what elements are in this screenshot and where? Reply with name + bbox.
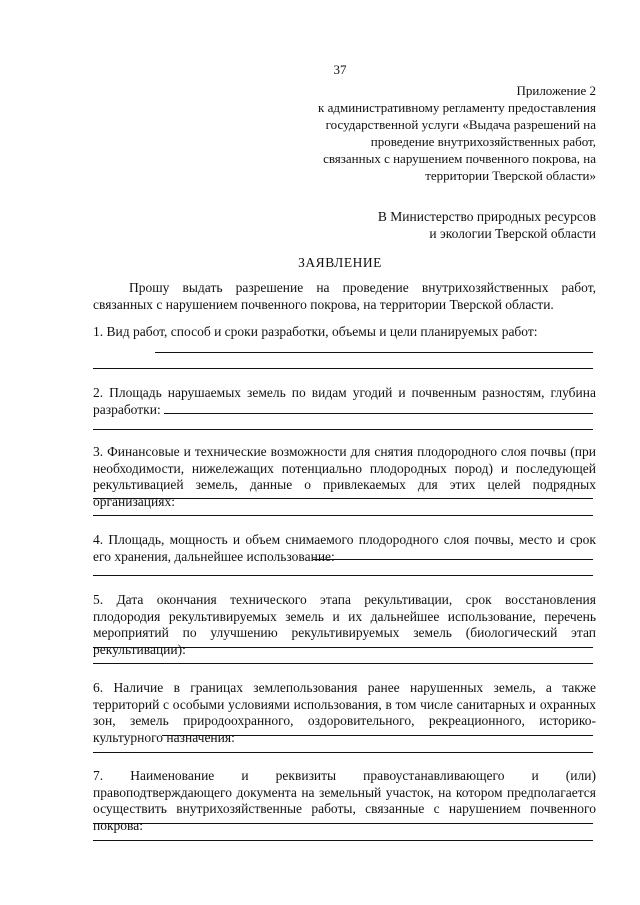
fill-line-5b[interactable] bbox=[93, 663, 593, 664]
addressee-line: В Министерство природных ресурсов bbox=[377, 209, 596, 224]
form-item-text: 2. Площадь нарушаемых земель по видам угодий и почвенным разностям, глубина разработки: bbox=[93, 385, 596, 417]
addressee-block bbox=[378, 208, 596, 242]
fill-line-1a[interactable] bbox=[155, 352, 593, 353]
fill-line-2a[interactable] bbox=[164, 413, 593, 414]
appendix-header bbox=[318, 82, 596, 184]
intro-paragraph: Прошу выдать разрешение на проведение внутрихозяйственных работ, связанных с нарушением почвенного покрова, на территории Тверской области. bbox=[93, 280, 596, 312]
fill-line-6b[interactable] bbox=[93, 752, 593, 753]
form-item-6 bbox=[93, 680, 596, 746]
form-item-text: 1. Вид работ, способ и сроки разработки, объемы и цели планируемых работ: bbox=[93, 324, 538, 339]
form-item-7 bbox=[93, 768, 596, 834]
fill-line-7b[interactable] bbox=[93, 840, 593, 841]
appendix-line: связанных с нарушением почвенного покрова, на bbox=[323, 151, 596, 166]
fill-line-4a[interactable] bbox=[313, 559, 593, 560]
form-item-4 bbox=[93, 532, 596, 565]
form-item-1 bbox=[93, 324, 596, 341]
form-item-text: 5. Дата окончания технического этапа рекультивации, срок восстановления плодородия рекультивируемых земель и их дальнейшее использование, перечень мероприятий по улучшению рекультивируемых земель (биологический этап рекультивации): bbox=[93, 592, 596, 657]
addressee-line: и экологии Тверской области bbox=[429, 226, 596, 241]
fill-line-4b[interactable] bbox=[93, 575, 593, 576]
form-item-5 bbox=[93, 592, 596, 658]
appendix-line: к административному регламенту предоставления bbox=[318, 100, 596, 115]
document-title: ЗАЯВЛЕНИЕ bbox=[298, 255, 382, 270]
fill-line-7a[interactable] bbox=[93, 823, 593, 824]
page-number: 37 bbox=[333, 62, 347, 77]
fill-line-1b[interactable] bbox=[93, 368, 593, 369]
fill-line-2b[interactable] bbox=[93, 429, 593, 430]
appendix-line: территории Тверской области» bbox=[425, 168, 596, 183]
fill-line-3b[interactable] bbox=[93, 515, 593, 516]
fill-line-6a[interactable] bbox=[162, 735, 593, 736]
form-item-text: 6. Наличие в границах землепользования ранее нарушенных земель, а также территорий с особыми условиями использования, в том числе санитарных и охранных зон, земель природоохранного, оздоровительного, рекреационного, историко-культурного назначения: bbox=[93, 680, 596, 745]
fill-line-3a[interactable] bbox=[93, 498, 593, 499]
form-item-text: 3. Финансовые и технические возможности для снятия плодородного слоя почвы (при необходимости, нижележащих потенциально плодородных пород) и последующей рекультивацией земель, данные о привлекаемых для этих целей подрядных организациях: bbox=[93, 444, 596, 509]
appendix-line: проведение внутрихозяйственных работ, bbox=[370, 134, 596, 149]
appendix-line: Приложение 2 bbox=[516, 83, 596, 98]
fill-line-5a[interactable] bbox=[93, 647, 593, 648]
form-item-3 bbox=[93, 444, 596, 510]
form-item-text: 4. Площадь, мощность и объем снимаемого плодородного слоя почвы, место и срок его хранения, дальнейшее использование: bbox=[93, 532, 596, 564]
appendix-line: государственной услуги «Выдача разрешений на bbox=[325, 117, 596, 132]
form-item-text: 7. Наименование и реквизиты правоустанавливающего и (или) правоподтверждающего документа на земельный участок, на котором предполагается осуществить внутрихозяйственные работы, связанные с нарушением почвенного покрова: bbox=[93, 768, 596, 833]
